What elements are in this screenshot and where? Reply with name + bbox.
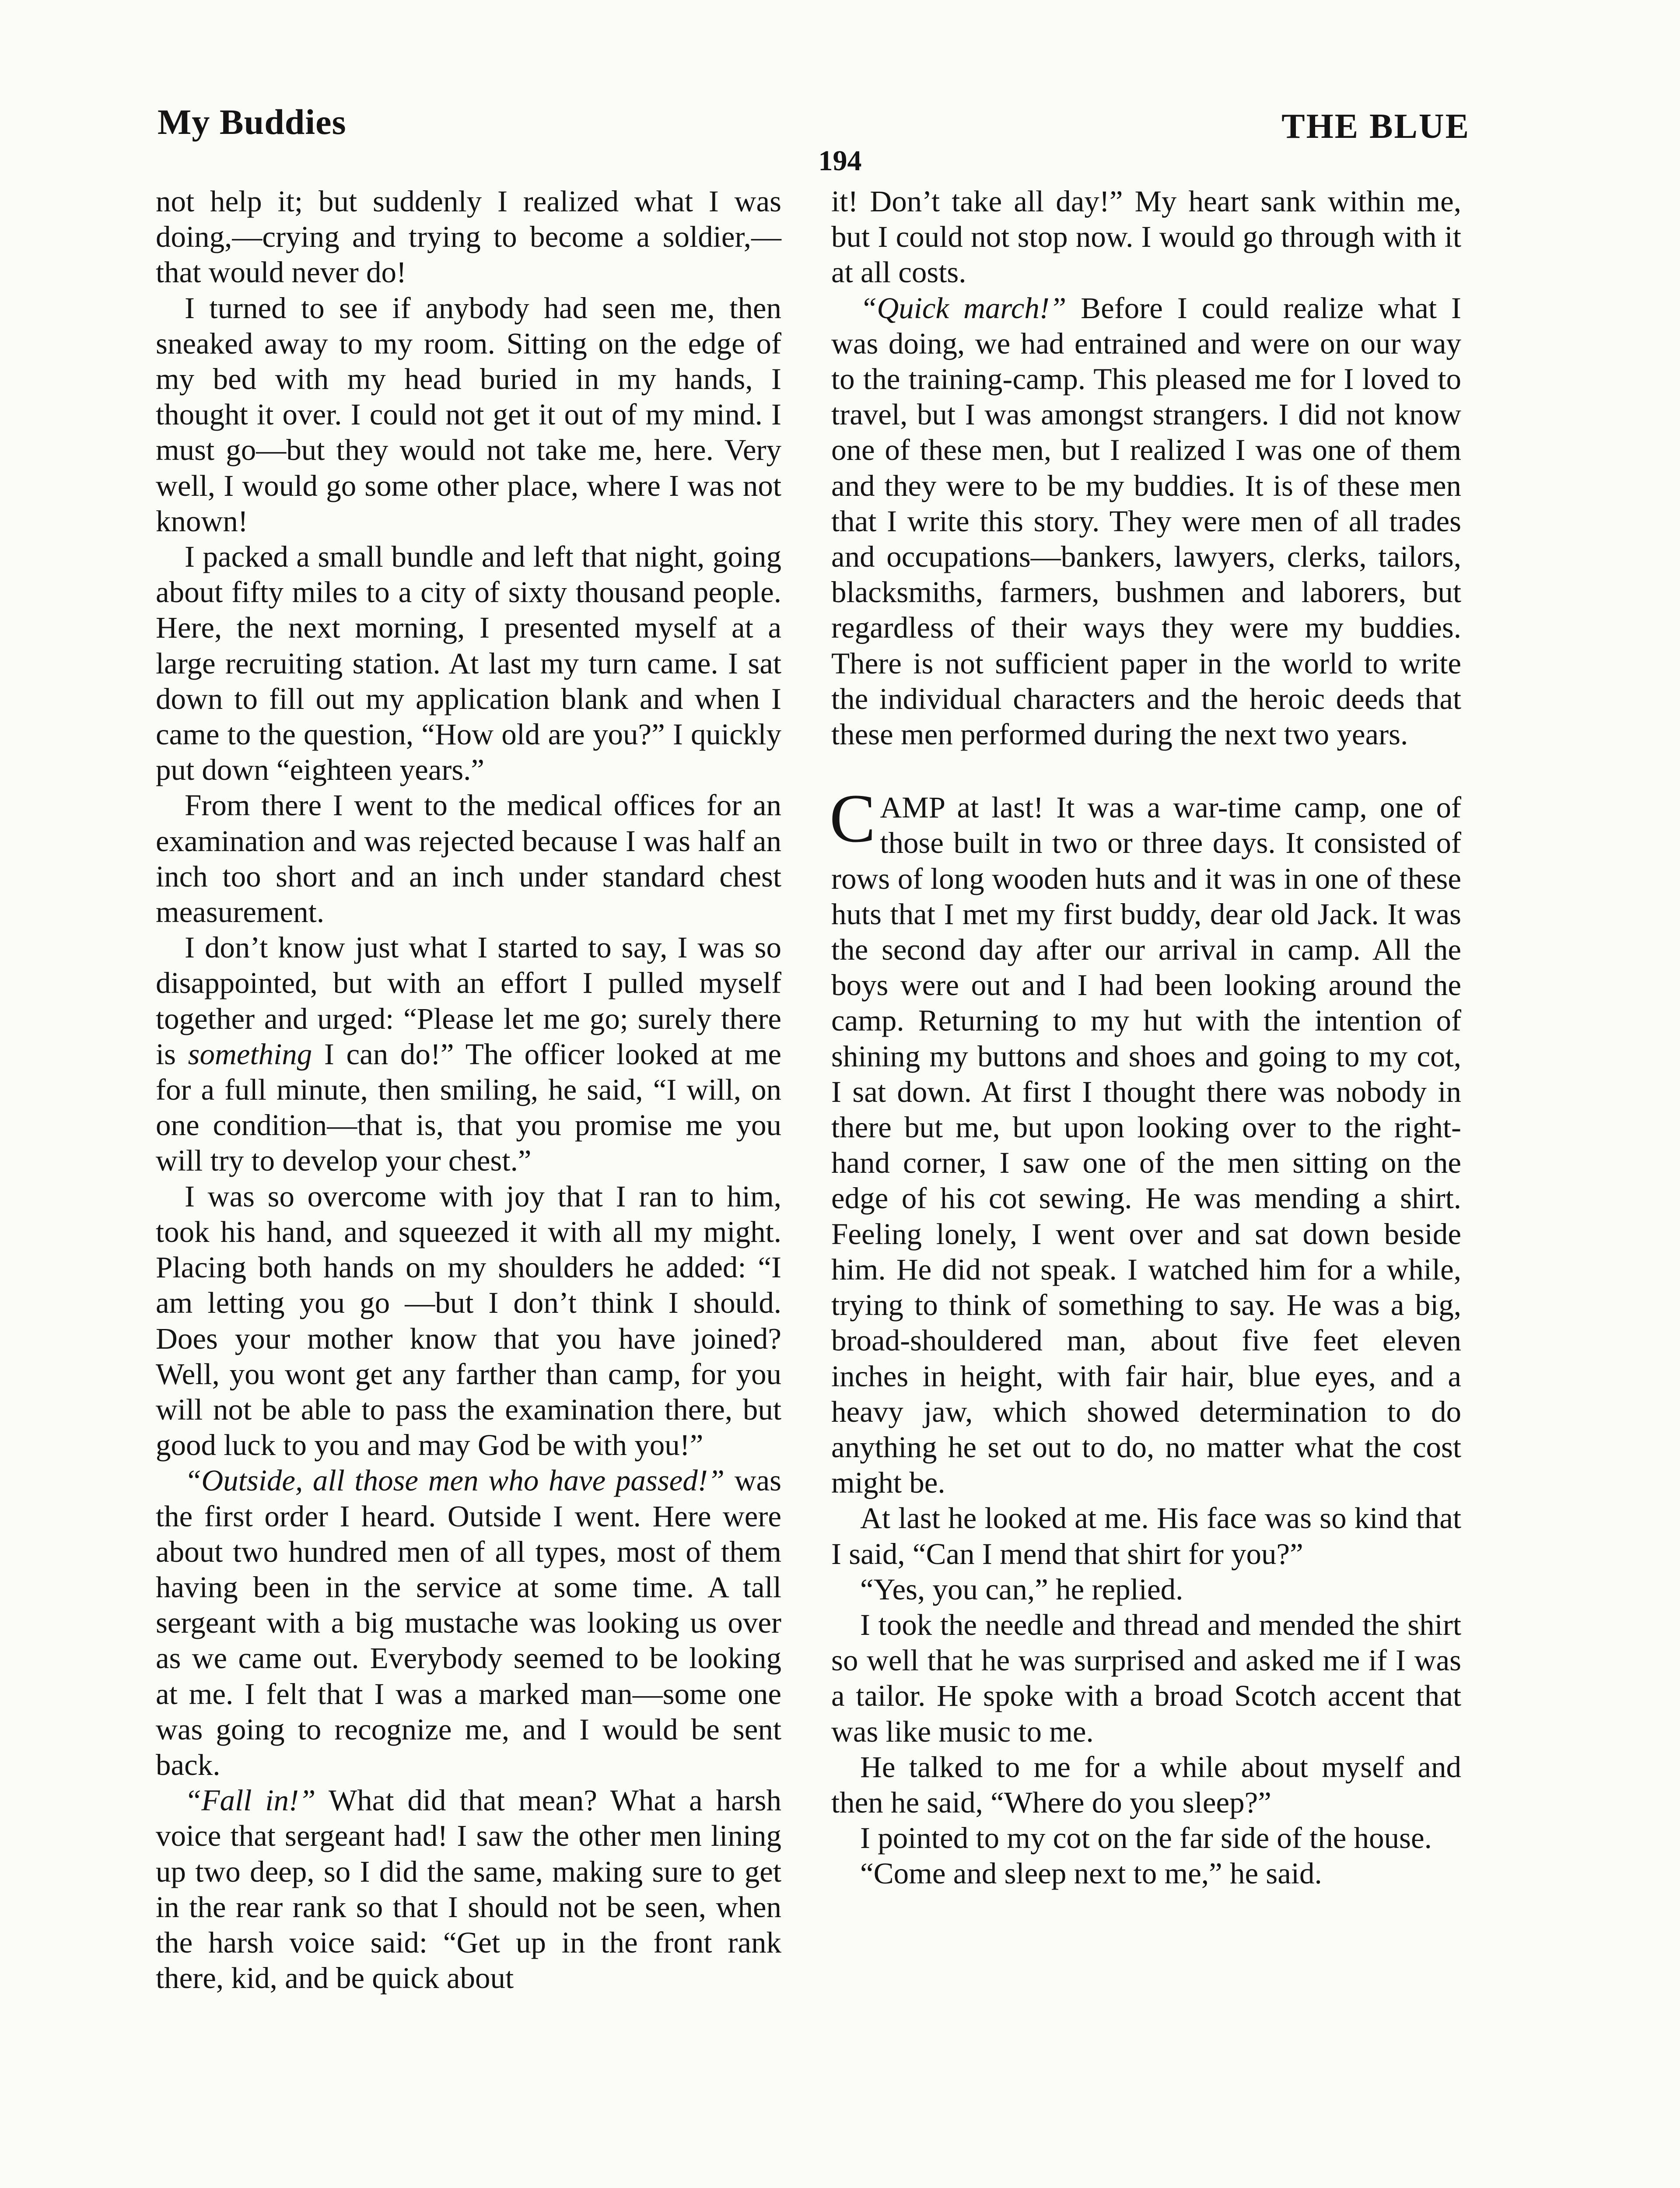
paragraph	[156, 1783, 781, 1996]
paragraph: I was so overcome with joy that I ran to him, took his hand, and squeezed it with all my might. Placing both hands on my shoulders he added: “I am letting you go —but I don’t think I should. Does your mother know that you have joined? Well, you wont get any farther than camp, for you will not be able to pass the examination there, but good luck to you and may God be with you!”	[156, 1179, 781, 1462]
emphasis: “Fall in!”	[185, 1784, 316, 1817]
drop-cap: C	[830, 780, 876, 857]
paragraph	[830, 780, 1461, 1501]
paragraph: From there I went to the medical offices for an examination and was rejected because I was half an inch too short and an inch under standard chest measurement.	[156, 789, 781, 929]
text-run: was the first order I heard. Outside I went. Here were about two hundred men of all types, most of them having been in the service at some time. A tall sergeant with a big mustache was looking us over as we came out. Everybody seemed to be looking at me. I felt that I was a marked man—some one was going to recognize me, and I would be sent back.	[156, 1464, 781, 1781]
paragraph	[156, 930, 781, 1178]
paragraph: I took the needle and thread and mended the shirt so well that he was surprised and asked me if I was a tailor. He spoke with a broad Scotch accent that was like music to me.	[831, 1608, 1461, 1748]
paragraph: I pointed to my cot on the far side of the house.	[860, 1821, 1432, 1855]
paragraph: it! Don’t take all day!” My heart sank within me, but I could not stop now. I would go through with it at all costs.	[831, 185, 1461, 289]
paragraph: not help it; but suddenly I realized what I was doing,—crying and trying to become a soldier,—that would never do!	[156, 185, 781, 289]
paragraph	[156, 1463, 781, 1783]
paragraph: “Yes, you can,” he replied.	[860, 1572, 1183, 1606]
text-run: I can do!” The officer looked at me for a full minute, then smiling, he said, “I will, on one condition—that is, that you promise me you will try to develop your chest.”	[156, 1037, 781, 1178]
paragraph: He talked to me for a while about myself and then he said, “Where do you sleep?”	[831, 1750, 1461, 1819]
text-run: I don’t know just what I started to say, I was so disappointed, but with an effort I pulled myself together and urged: “Please let me go; surely there is	[156, 931, 781, 1071]
emphasis: something	[188, 1037, 312, 1071]
text-run: What did that mean? What a harsh voice that sergeant had! I saw the other men lining up two deep, so I did the same, making sure to get in the rear rank so that I should not be seen, when the harsh voice said: “Get up in the front rank there, kid, and be quick about	[156, 1784, 781, 1995]
left-column	[156, 184, 781, 1996]
text-run: Before I could realize what I was doing, we had entrained and were on our way to the training-camp. This pleased me for I loved to travel, but I was amongst strangers. I did not know one of these men, but I realized I was one of them and they were to be my buddies. It is of these men that I write this story. They were men of all trades and occupations—bankers, lawyers, clerks, tailors, blacksmiths, farmers, bushmen and laborers, but regardless of their ways they were my buddies. There is not sufficient paper in the world to write the individual characters and the heroic deeds that these men performed during the next two years.	[831, 291, 1461, 751]
paragraph: I packed a small bundle and left that night, going about fifty miles to a city of sixty thousand people. Here, the next morning, I presented myself at a large recruiting station. At last my turn came. I sat down to fill out my application blank and when I came to the question, “How old are you?” I quickly put down “eighteen years.”	[156, 540, 781, 787]
paragraph: I turned to see if anybody had seen me, then sneaked away to my room. Sitting on the edge of my bed with my head buried in my hands, I thought it over. I could not get it out of my mind. I must go—but they would not take me, here. Very well, I would go some other place, where I was not known!	[156, 291, 781, 538]
page-number: 194	[818, 145, 862, 177]
emphasis: “Outside, all those men who have passed!”	[185, 1464, 725, 1497]
story-title: My Buddies	[158, 102, 346, 142]
emphasis: “Quick march!”	[860, 291, 1067, 325]
paragraph: At last he looked at me. His face was so kind that I said, “Can I mend that shirt for you?”	[831, 1501, 1461, 1571]
right-column	[831, 184, 1461, 1892]
paragraph: “Come and sleep next to me,” he said.	[860, 1857, 1322, 1890]
text-run: AMP at last! It was a war-time camp, one of those built in two or three days. It consisted of rows of long wooden huts and it was in one of these huts that I met my first buddy, dear old Jack. It was the second day after our arrival in camp. All the boys were out and I had been looking around the camp. Returning to my hut with the intention of shining my buttons and shoes and going to my cot, I sat down. At first I thought there was nobody in there but me, but upon looking over to the right-hand corner, I saw one of the men sitting on the edge of his cot sewing. He was mending a shirt. Feeling lonely, I went over and sat down beside him. He did not speak. I watched him for a while, trying to think of something to say. He was a big, broad-shouldered man, about five feet eleven inches in height, with fair hair, blue eyes, and a heavy jaw, which showed determination to do anything he set out to do, no matter what the cost might be.	[831, 791, 1461, 1500]
magazine-title: THE BLUE	[1281, 107, 1470, 146]
paragraph	[831, 291, 1461, 753]
